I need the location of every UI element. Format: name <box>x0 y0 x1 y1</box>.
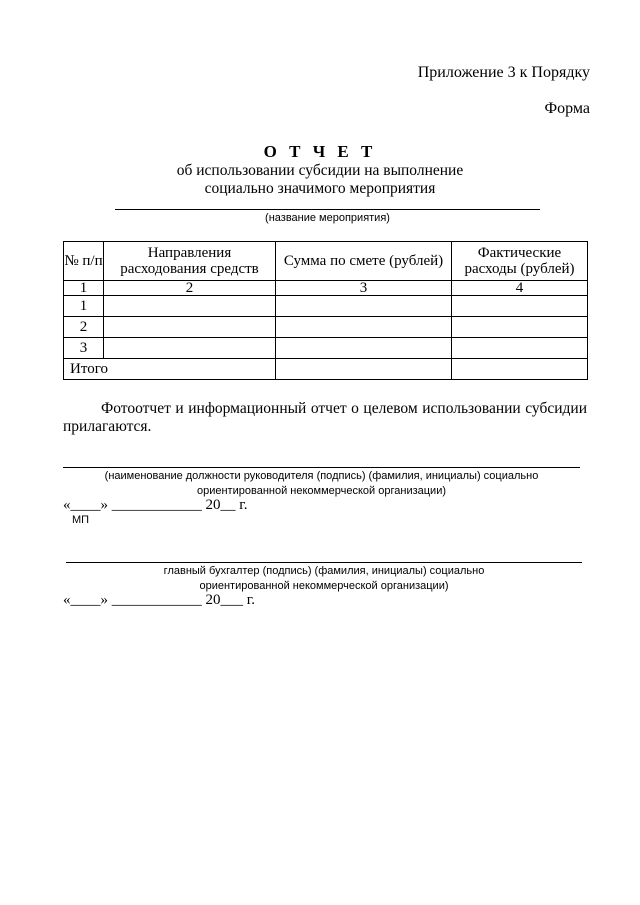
document-title: О Т Ч Е Т <box>263 142 377 161</box>
event-name-caption: (название мероприятия) <box>265 212 390 224</box>
document-subtitle-line2: социально значимого мероприятия <box>204 180 436 197</box>
row-number-cell: 1 <box>64 296 104 317</box>
head-signature-caption-line2: ориентированной некоммерческой организации) <box>196 485 447 497</box>
accountant-signature-caption-line1: главный бухгалтер (подпись) (фамилия, инициалы) социально <box>163 565 485 577</box>
document-subtitle-line1: об использовании субсидии на выполнение <box>176 162 464 179</box>
header-cell-directions: Направления расходования средств <box>104 242 276 281</box>
directions-cell[interactable] <box>104 317 276 338</box>
column-number-cell: 4 <box>452 281 588 296</box>
table-header-row <box>64 242 588 281</box>
accountant-signature-line[interactable] <box>66 562 582 563</box>
table-row <box>64 317 588 338</box>
estimate-cell[interactable] <box>276 338 452 359</box>
head-signature-line[interactable] <box>63 467 580 468</box>
total-estimate-cell[interactable] <box>276 359 452 380</box>
header-cell-actual: Фактические расходы (рублей) <box>452 242 588 281</box>
stamp-place-label: МП <box>72 514 90 526</box>
total-actual-cell[interactable] <box>452 359 588 380</box>
expenses-table <box>63 241 588 380</box>
column-number-cell: 2 <box>104 281 276 296</box>
total-row <box>64 359 588 380</box>
header-cell-estimate: Сумма по смете (рублей) <box>276 242 452 281</box>
accountant-signature-caption-line2: ориентированной некоммерческой организации) <box>199 580 449 592</box>
table-row <box>64 338 588 359</box>
row-number-cell: 3 <box>64 338 104 359</box>
annex-reference: Приложение 3 к Порядку <box>417 64 590 81</box>
estimate-cell[interactable] <box>276 317 452 338</box>
header-cell-number: № п/п <box>64 242 104 281</box>
total-label-cell: Итого <box>64 359 276 380</box>
column-number-cell: 3 <box>276 281 452 296</box>
form-label: Форма <box>544 100 590 117</box>
directions-cell[interactable] <box>104 296 276 317</box>
attachments-note: Фотоотчет и информационный отчет о целевом использовании субсидии прилагаются. <box>63 400 587 435</box>
directions-cell[interactable] <box>104 338 276 359</box>
row-number-cell: 2 <box>64 317 104 338</box>
head-signature-date[interactable]: «____» ____________ 20__ г. <box>63 497 248 513</box>
accountant-signature-date[interactable]: «____» ____________ 20___ г. <box>63 592 255 608</box>
column-number-cell: 1 <box>64 281 104 296</box>
estimate-cell[interactable] <box>276 296 452 317</box>
actual-cell[interactable] <box>452 296 588 317</box>
event-name-line[interactable] <box>115 209 540 210</box>
actual-cell[interactable] <box>452 317 588 338</box>
column-number-row <box>64 281 588 296</box>
head-signature-caption-line1: (наименование должности руководителя (подпись) (фамилия, инициалы) социально <box>104 470 539 482</box>
actual-cell[interactable] <box>452 338 588 359</box>
table-row <box>64 296 588 317</box>
